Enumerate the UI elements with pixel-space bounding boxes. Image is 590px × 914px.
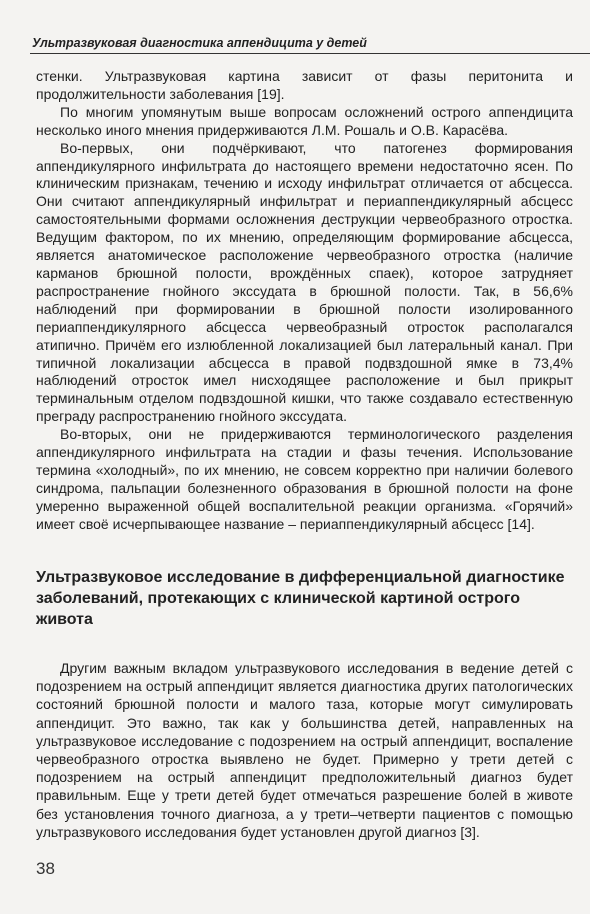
- paragraph: По многим упомянутым выше вопросам осложнений острого аппендицита несколько иного мнения придерживаются Л.М. Рошаль и О.В. Карасёва.: [36, 103, 573, 138]
- paragraph: Другим важным вкладом ультразвукового исследования в ведение детей с подозрением на острый аппендицит является диагностика других патологических состояний брюшной полости и малого таза, которые могут симулировать аппендицит. Это важно, так как у большинства детей, направленных на ультразвуковое исследование с подозрением на острый аппендицит, воспаление червеобразного отростка выявлено не будет. Примерно у трети детей с подозрением на острый аппендицит предположительный диагноз будет правильным. Еще у трети детей будет отмечаться разрешение болей в животе без установления точного диагноза, а у трети–четверти пациентов с помощью ультразвукового исследования будет установлен другой диагноз [3].: [36, 660, 573, 840]
- section-heading: Ультразвуковое исследование в дифференциальной диагностике заболеваний, протекающих с клинической картиной острого живота: [36, 569, 565, 628]
- paragraph: Во-первых, они подчёркивают, что патогенез формирования аппендикулярного инфильтрата до настоящего времени недостаточно ясен. По клиническим признакам, течению и исходу инфильтрат отличается от абсцесса. Они считают аппендикулярный инфильтрат и периаппендикулярный абсцесс самостоятельными формами осложнения деструкции червеобразного отростка. Ведущим фактором, по их мнению, определяющим формирование абсцесса, является анатомическое расположение червеобразного отростка (наличие карманов брюшной полости, врождённых спаек), которое затрудняет распространение гнойного экссудата в брюшной полости. Так, в 56,6% наблюдений при формировании в брюшной полости изолированного периаппендикулярного абсцесса червеобразный отросток располагался атипично. Причём его излюбленной локализацией был латеральный канал. При типичной локализации абсцесса в правой подвздошной ямке в 73,4% наблюдений отросток имел нисходящее расположение и был прикрыт терминальным отделом подвздошной кишки, что также создавало естественную преграду распространению гнойного экссудата.: [36, 139, 573, 425]
- paragraph: Во-вторых, они не придерживаются терминологического разделения аппендикулярного инфильтрата на стадии и фазы течения. Использование термина «холодный», по их мнению, не совсем корректно при наличии болевого синдрома, пальпации болезненного образования в брюшной полости на фоне умеренно выраженной общей воспалительной реакции организма. «Горячий» имеет своё исчерпывающее название – периаппендикулярный абсцесс [14].: [36, 426, 573, 532]
- page-number: 38: [36, 859, 55, 878]
- body-text: [36, 68, 573, 534]
- running-header: Ультразвуковая диагностика аппендицита у детей: [32, 36, 367, 50]
- header-rule: [30, 53, 590, 54]
- section-body-text: [36, 659, 573, 841]
- paragraph: стенки. Ультразвуковая картина зависит от фазы перитонита и продолжительности заболевания [19].: [36, 68, 573, 102]
